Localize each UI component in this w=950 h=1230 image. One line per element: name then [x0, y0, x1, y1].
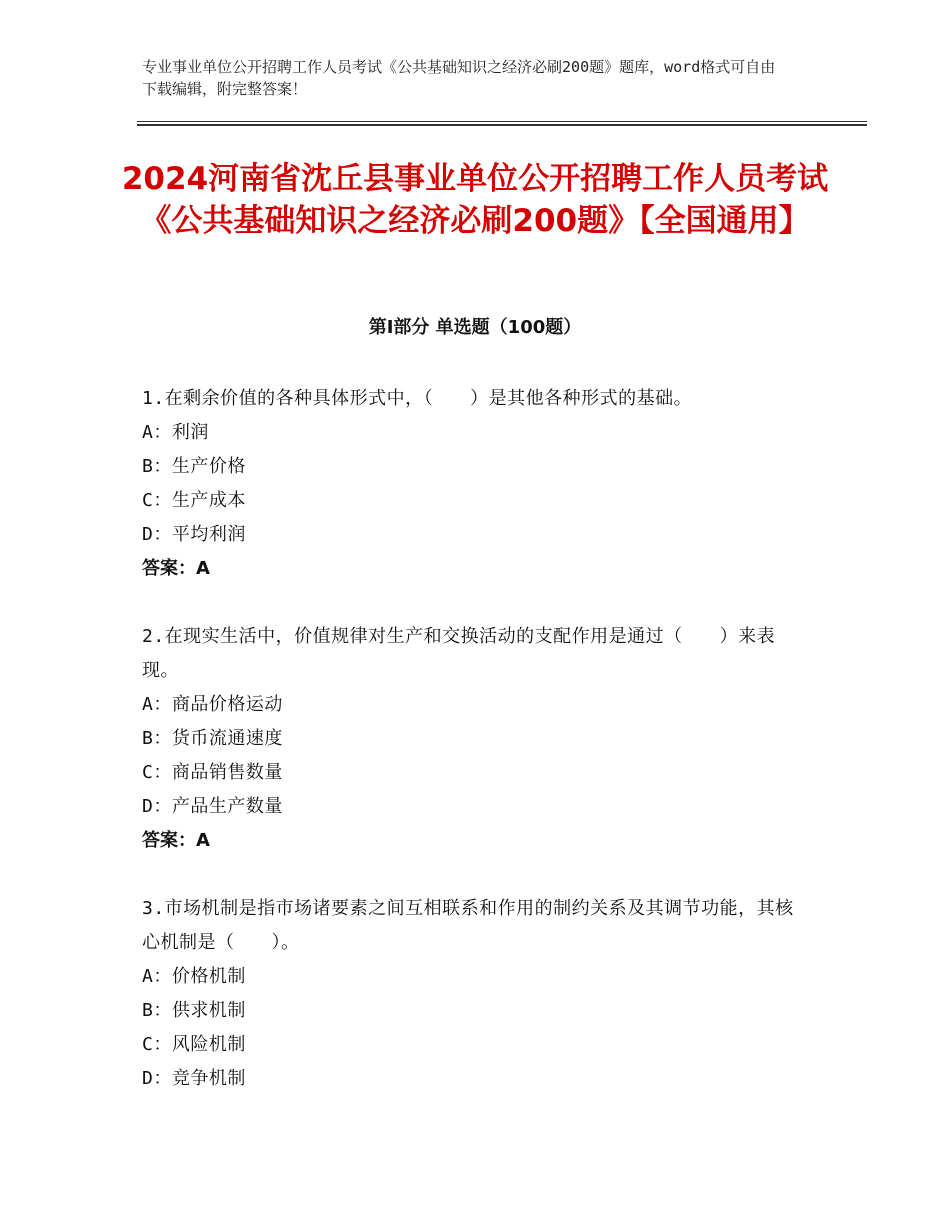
option-a: A：商品价格运动 [142, 694, 283, 715]
question-3 [142, 892, 812, 1096]
option-a: A：价格机制 [142, 966, 246, 987]
question-list [142, 382, 812, 1130]
option-a: A：利润 [142, 422, 209, 443]
option-c: C：商品销售数量 [142, 762, 283, 783]
option-c: C：风险机制 [142, 1034, 246, 1055]
option-b: B：生产价格 [142, 456, 246, 477]
answer: 答案：A [142, 558, 210, 579]
question-1 [142, 382, 812, 586]
option-b: B：供求机制 [142, 1000, 246, 1021]
answer: 答案：A [142, 830, 210, 851]
question-stem: 3.市场机制是指市场诸要素之间互相联系和作用的制约关系及其调节功能，其核心机制是（ ）。 [142, 898, 794, 953]
option-d: D：竞争机制 [142, 1068, 246, 1089]
option-c: C：生产成本 [142, 490, 246, 511]
option-b: B：货币流通速度 [142, 728, 283, 749]
question-2 [142, 620, 812, 858]
header-divider [137, 121, 867, 126]
question-stem: 2.在现实生活中，价值规律对生产和交换活动的支配作用是通过（ ）来表现。 [142, 626, 776, 681]
document-title: 2024河南省沈丘县事业单位公开招聘工作人员考试《公共基础知识之经济必刷200题》【全国通用】 [121, 161, 829, 239]
header-note: 专业事业单位公开招聘工作人员考试《公共基础知识之经济必刷200题》题库，word格式可自由下载编辑，附完整答案！ [142, 58, 776, 98]
section-title: 第Ⅰ部分 单选题（100题） [368, 317, 582, 338]
option-d: D：产品生产数量 [142, 796, 283, 817]
question-stem: 1.在剩余价值的各种具体形式中，（ ）是其他各种形式的基础。 [142, 388, 693, 409]
option-d: D：平均利润 [142, 524, 246, 545]
